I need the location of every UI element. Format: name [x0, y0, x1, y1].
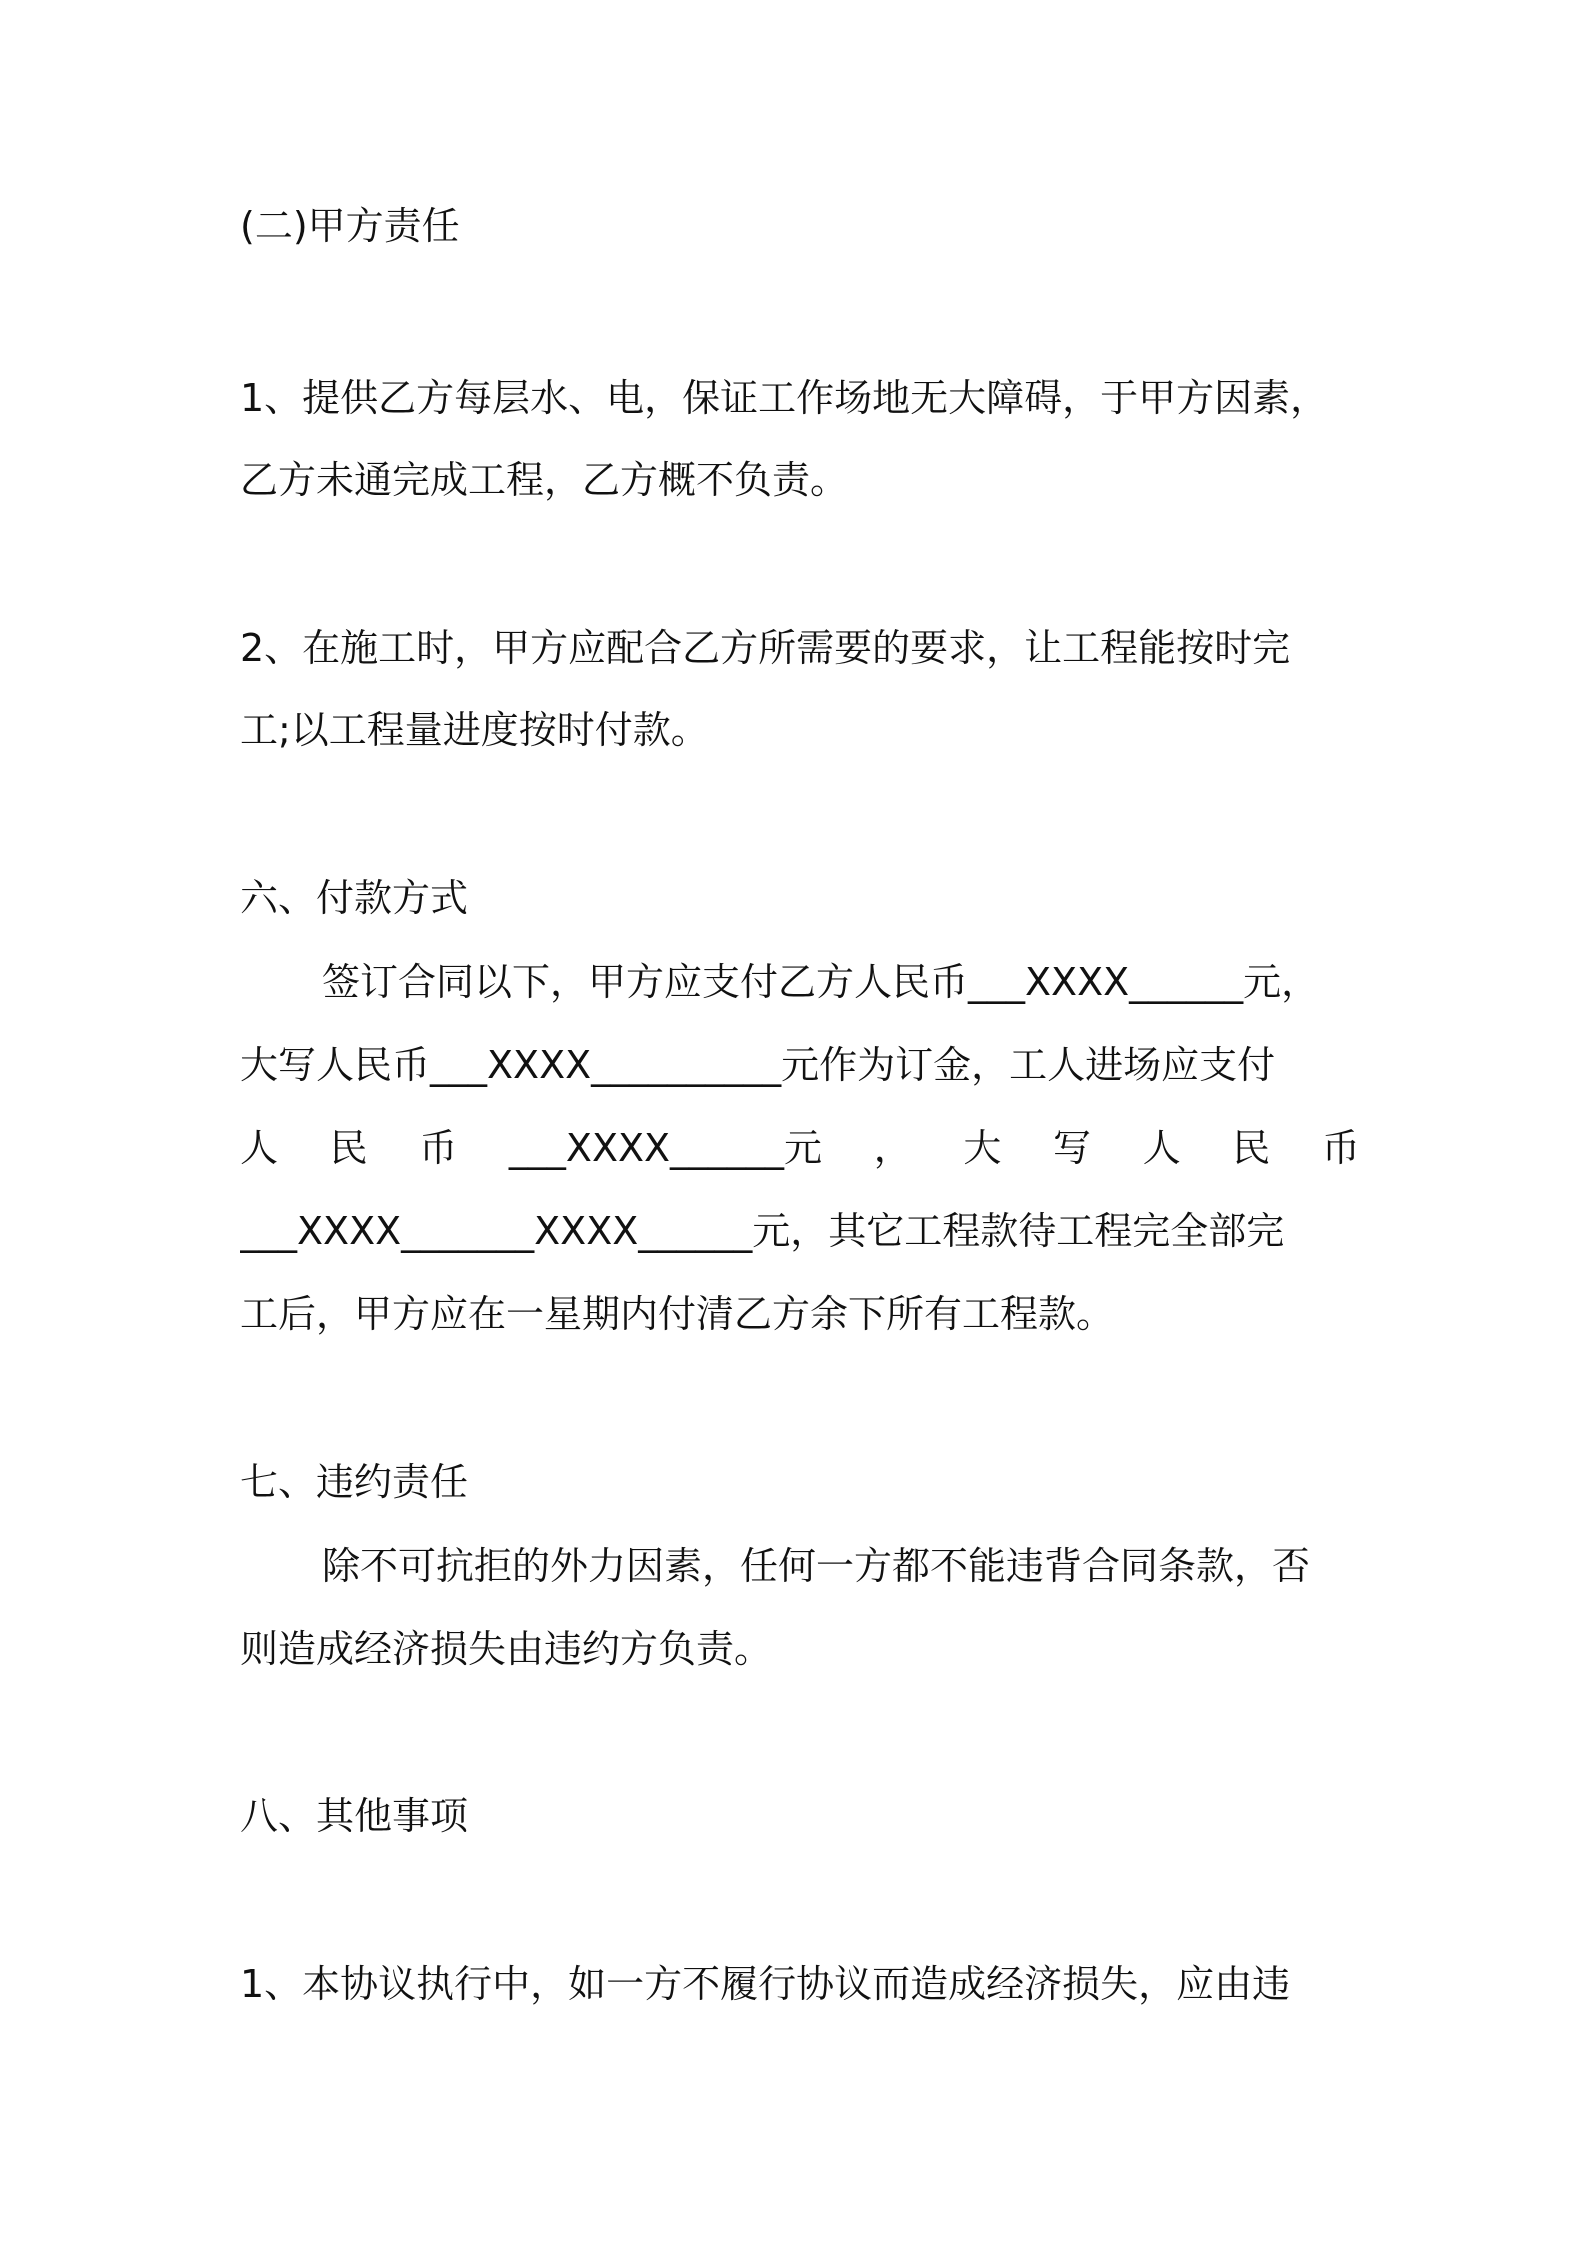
breach-line2: 则造成经济损失由违约方负责。: [240, 1627, 773, 1671]
payment-line3-part: 民: [329, 1126, 368, 1170]
payment-line3-part: ，: [873, 1126, 912, 1170]
payment-line5: 工后，甲方应在一星期内付清乙方余下所有工程款。: [240, 1292, 1115, 1336]
item1-line1: 1、提供乙方每层水、电，保证工作场地无大障碍，于甲方因素，: [240, 376, 1329, 420]
payment-line1: 签订合同以下，甲方应支付乙方人民币___XXXX______元，: [322, 960, 1320, 1004]
other-item1-line1: 1、本协议执行中，如一方不履行协议而造成经济损失，应由违: [240, 1962, 1291, 2006]
payment-line3-part: 大: [963, 1126, 1002, 1170]
payment-line3-part: 人: [240, 1126, 279, 1170]
breach-line1: 除不可抗拒的外力因素，任何一方都不能违背合同条款，否: [322, 1544, 1311, 1588]
payment-line3-part: 人: [1142, 1126, 1181, 1170]
item2-line2: 工;以工程量进度按时付款。: [240, 708, 709, 752]
section-heading-other-matters: 八、其他事项: [240, 1794, 469, 1838]
payment-line3-part: 写: [1052, 1126, 1091, 1170]
payment-line3-part: 币: [1321, 1126, 1360, 1170]
payment-line4: ___XXXX_______XXXX______元，其它工程款待工程完全部完: [240, 1209, 1285, 1253]
payment-line2: 大写人民币___XXXX__________元作为订金，工人进场应支付: [240, 1043, 1276, 1087]
item1-line2: 乙方未通完成工程，乙方概不负责。: [240, 458, 849, 502]
section-heading-payment: 六、付款方式: [240, 876, 469, 920]
payment-line3-part: 币: [419, 1126, 458, 1170]
payment-line3-part: 民: [1232, 1126, 1271, 1170]
item2-line1: 2、在施工时，甲方应配合乙方所需要的要求，让工程能按时完: [240, 626, 1291, 670]
section-heading-breach: 七、违约责任: [240, 1460, 469, 1504]
payment-line3: [240, 1122, 1360, 1174]
section-heading-jiafang-responsibility: (二)甲方责任: [240, 204, 460, 248]
payment-line3-part: ___XXXX______元: [508, 1126, 823, 1170]
